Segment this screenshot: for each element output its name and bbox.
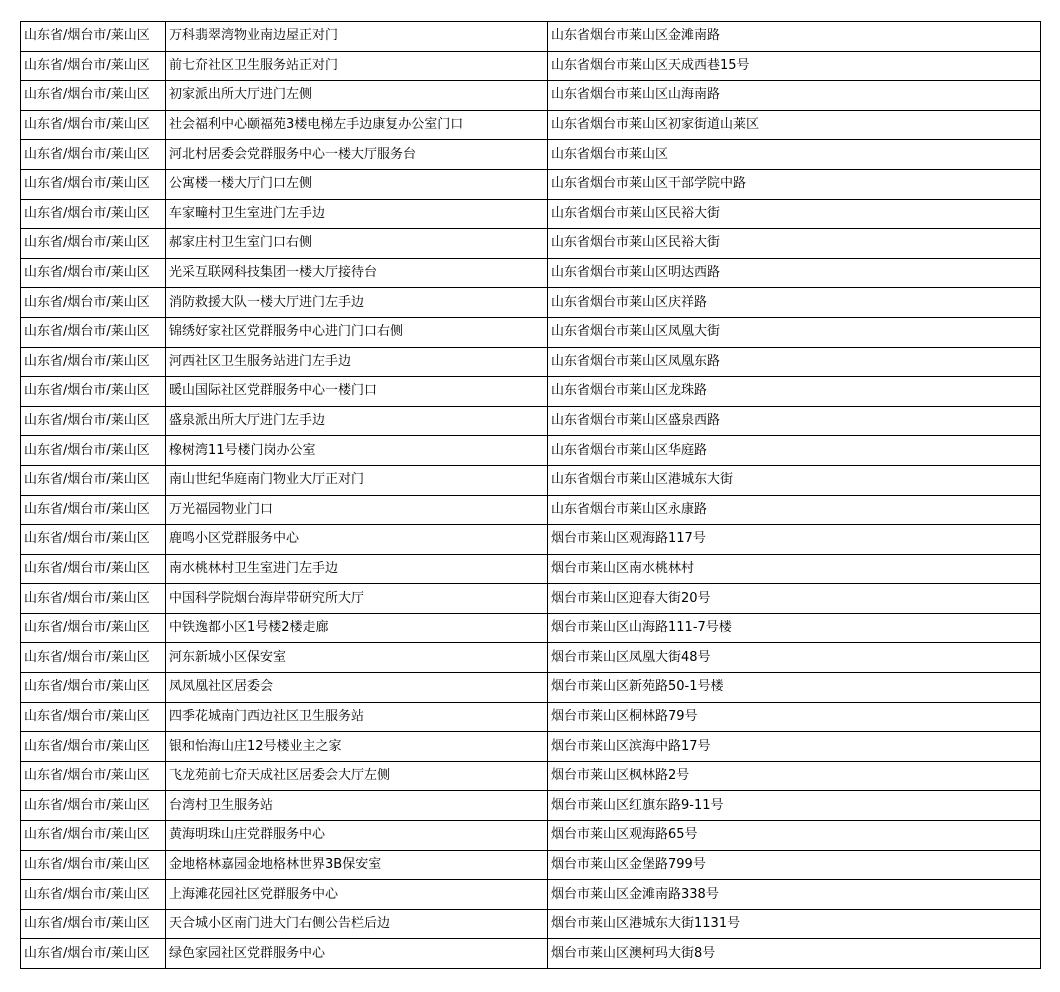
- location-cell: 凤凤凰社区居委会: [166, 673, 548, 703]
- table-row: [21, 554, 1041, 584]
- location-cell: 台湾村卫生服务站: [166, 791, 548, 821]
- table-row: [21, 22, 1041, 52]
- table-row: [21, 732, 1041, 762]
- location-cell: 上海滩花园社区党群服务中心: [166, 880, 548, 910]
- region-cell: 山东省/烟台市/莱山区: [21, 702, 166, 732]
- table-row: [21, 673, 1041, 703]
- address-cell: 烟台市莱山区金堡路799号: [548, 850, 1041, 880]
- address-cell: 烟台市莱山区迎春大街20号: [548, 584, 1041, 614]
- region-cell: 山东省/烟台市/莱山区: [21, 850, 166, 880]
- address-cell: 烟台市莱山区红旗东路9-11号: [548, 791, 1041, 821]
- address-table: [20, 21, 1041, 969]
- table-row: [21, 525, 1041, 555]
- table-row: [21, 199, 1041, 229]
- table-row: [21, 495, 1041, 525]
- address-cell: 山东省烟台市莱山区明达西路: [548, 258, 1041, 288]
- region-cell: 山东省/烟台市/莱山区: [21, 377, 166, 407]
- address-cell: 烟台市莱山区枫林路2号: [548, 761, 1041, 791]
- region-cell: 山东省/烟台市/莱山区: [21, 169, 166, 199]
- table-row: [21, 465, 1041, 495]
- address-cell: 烟台市莱山区金滩南路338号: [548, 880, 1041, 910]
- region-cell: 山东省/烟台市/莱山区: [21, 791, 166, 821]
- region-cell: 山东省/烟台市/莱山区: [21, 51, 166, 81]
- address-cell: 山东省烟台市莱山区干部学院中路: [548, 169, 1041, 199]
- table-row: [21, 850, 1041, 880]
- region-cell: 山东省/烟台市/莱山区: [21, 110, 166, 140]
- address-cell: 烟台市莱山区凤凰大街48号: [548, 643, 1041, 673]
- location-cell: 南水桃林村卫生室进门左手边: [166, 554, 548, 584]
- region-cell: 山东省/烟台市/莱山区: [21, 821, 166, 851]
- region-cell: 山东省/烟台市/莱山区: [21, 436, 166, 466]
- location-cell: 光采互联网科技集团一楼大厅接待台: [166, 258, 548, 288]
- region-cell: 山东省/烟台市/莱山区: [21, 495, 166, 525]
- region-cell: 山东省/烟台市/莱山区: [21, 939, 166, 969]
- address-cell: 烟台市莱山区观海路117号: [548, 525, 1041, 555]
- table-row: [21, 909, 1041, 939]
- table-row: [21, 169, 1041, 199]
- region-cell: 山东省/烟台市/莱山区: [21, 465, 166, 495]
- address-cell: 山东省烟台市莱山区山海南路: [548, 81, 1041, 111]
- location-cell: 橡树湾11号楼门岗办公室: [166, 436, 548, 466]
- region-cell: 山东省/烟台市/莱山区: [21, 761, 166, 791]
- table-row: [21, 51, 1041, 81]
- table-row: [21, 81, 1041, 111]
- address-cell: 烟台市莱山区滨海中路17号: [548, 732, 1041, 762]
- region-cell: 山东省/烟台市/莱山区: [21, 288, 166, 318]
- location-cell: 飞龙苑前七夼天成社区居委会大厅左侧: [166, 761, 548, 791]
- location-cell: 黄海明珠山庄党群服务中心: [166, 821, 548, 851]
- region-cell: 山东省/烟台市/莱山区: [21, 880, 166, 910]
- location-cell: 绿色家园社区党群服务中心: [166, 939, 548, 969]
- region-cell: 山东省/烟台市/莱山区: [21, 229, 166, 259]
- location-cell: 南山世纪华庭南门物业大厅正对门: [166, 465, 548, 495]
- location-cell: 银和怡海山庄12号楼业主之家: [166, 732, 548, 762]
- table-row: [21, 791, 1041, 821]
- address-cell: 烟台市莱山区澳柯玛大街8号: [548, 939, 1041, 969]
- location-cell: 中铁逸都小区1号楼2楼走廊: [166, 613, 548, 643]
- table-row: [21, 377, 1041, 407]
- table-row: [21, 939, 1041, 969]
- table-row: [21, 140, 1041, 170]
- region-cell: 山东省/烟台市/莱山区: [21, 258, 166, 288]
- location-cell: 万科翡翠湾物业南边屋正对门: [166, 22, 548, 52]
- location-cell: 河西社区卫生服务站进门左手边: [166, 347, 548, 377]
- location-cell: 初家派出所大厅进门左侧: [166, 81, 548, 111]
- table-row: [21, 643, 1041, 673]
- address-cell: 烟台市莱山区观海路65号: [548, 821, 1041, 851]
- address-cell: 山东省烟台市莱山区港城东大街: [548, 465, 1041, 495]
- region-cell: 山东省/烟台市/莱山区: [21, 525, 166, 555]
- table-row: [21, 288, 1041, 318]
- location-cell: 消防救援大队一楼大厅进门左手边: [166, 288, 548, 318]
- location-cell: 盛泉派出所大厅进门左手边: [166, 406, 548, 436]
- location-cell: 中国科学院烟台海岸带研究所大厅: [166, 584, 548, 614]
- location-cell: 暖山国际社区党群服务中心一楼门口: [166, 377, 548, 407]
- address-cell: 山东省烟台市莱山区初家街道山莱区: [548, 110, 1041, 140]
- location-cell: 鹿鸣小区党群服务中心: [166, 525, 548, 555]
- region-cell: 山东省/烟台市/莱山区: [21, 554, 166, 584]
- table-row: [21, 436, 1041, 466]
- address-cell: 山东省烟台市莱山区凤凰东路: [548, 347, 1041, 377]
- address-cell: 山东省烟台市莱山区龙珠路: [548, 377, 1041, 407]
- table-row: [21, 347, 1041, 377]
- region-cell: 山东省/烟台市/莱山区: [21, 584, 166, 614]
- address-cell: 烟台市莱山区山海路111-7号楼: [548, 613, 1041, 643]
- address-cell: 烟台市莱山区港城东大街1131号: [548, 909, 1041, 939]
- location-cell: 金地格林嘉园金地格林世界3B保安室: [166, 850, 548, 880]
- region-cell: 山东省/烟台市/莱山区: [21, 613, 166, 643]
- address-cell: 山东省烟台市莱山区金滩南路: [548, 22, 1041, 52]
- location-cell: 车家疃村卫生室进门左手边: [166, 199, 548, 229]
- table-row: [21, 613, 1041, 643]
- address-cell: 山东省烟台市莱山区民裕大街: [548, 199, 1041, 229]
- location-cell: 天合城小区南门进大门右侧公告栏后边: [166, 909, 548, 939]
- table-row: [21, 761, 1041, 791]
- table-row: [21, 110, 1041, 140]
- location-cell: 河北村居委会党群服务中心一楼大厅服务台: [166, 140, 548, 170]
- table-row: [21, 702, 1041, 732]
- region-cell: 山东省/烟台市/莱山区: [21, 317, 166, 347]
- region-cell: 山东省/烟台市/莱山区: [21, 347, 166, 377]
- location-cell: 河东新城小区保安室: [166, 643, 548, 673]
- location-cell: 社会福利中心颐福苑3楼电梯左手边康复办公室门口: [166, 110, 548, 140]
- region-cell: 山东省/烟台市/莱山区: [21, 81, 166, 111]
- address-cell: 山东省烟台市莱山区永康路: [548, 495, 1041, 525]
- table-row: [21, 821, 1041, 851]
- address-table-body: [21, 22, 1041, 969]
- address-cell: 山东省烟台市莱山区民裕大街: [548, 229, 1041, 259]
- region-cell: 山东省/烟台市/莱山区: [21, 643, 166, 673]
- region-cell: 山东省/烟台市/莱山区: [21, 406, 166, 436]
- address-cell: 山东省烟台市莱山区凤凰大街: [548, 317, 1041, 347]
- table-row: [21, 258, 1041, 288]
- region-cell: 山东省/烟台市/莱山区: [21, 140, 166, 170]
- region-cell: 山东省/烟台市/莱山区: [21, 199, 166, 229]
- region-cell: 山东省/烟台市/莱山区: [21, 22, 166, 52]
- address-cell: 烟台市莱山区桐林路79号: [548, 702, 1041, 732]
- location-cell: 前七夼社区卫生服务站正对门: [166, 51, 548, 81]
- address-cell: 山东省烟台市莱山区盛泉西路: [548, 406, 1041, 436]
- location-cell: 万光福园物业门口: [166, 495, 548, 525]
- address-cell: 山东省烟台市莱山区: [548, 140, 1041, 170]
- address-cell: 烟台市莱山区南水桃林村: [548, 554, 1041, 584]
- region-cell: 山东省/烟台市/莱山区: [21, 732, 166, 762]
- table-row: [21, 317, 1041, 347]
- table-row: [21, 584, 1041, 614]
- table-row: [21, 229, 1041, 259]
- location-cell: 四季花城南门西边社区卫生服务站: [166, 702, 548, 732]
- address-cell: 烟台市莱山区新苑路50-1号楼: [548, 673, 1041, 703]
- location-cell: 锦绣好家社区党群服务中心进门门口右侧: [166, 317, 548, 347]
- location-cell: 郝家庄村卫生室门口右侧: [166, 229, 548, 259]
- region-cell: 山东省/烟台市/莱山区: [21, 909, 166, 939]
- address-cell: 山东省烟台市莱山区天成西巷15号: [548, 51, 1041, 81]
- address-cell: 山东省烟台市莱山区华庭路: [548, 436, 1041, 466]
- region-cell: 山东省/烟台市/莱山区: [21, 673, 166, 703]
- table-row: [21, 880, 1041, 910]
- table-row: [21, 406, 1041, 436]
- address-cell: 山东省烟台市莱山区庆祥路: [548, 288, 1041, 318]
- location-cell: 公寓楼一楼大厅门口左侧: [166, 169, 548, 199]
